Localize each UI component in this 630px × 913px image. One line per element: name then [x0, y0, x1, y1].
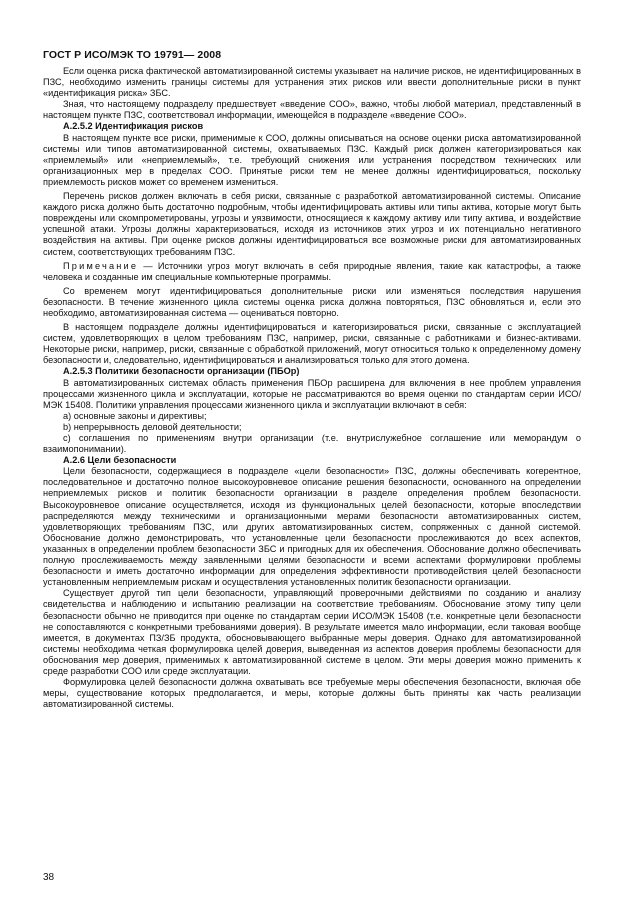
list-item: c) соглашения по применениям внутри организации (т.е. внутрислужебное соглашение или меморандум о взаимопонимании).: [43, 433, 581, 455]
section-heading: А.2.5.2 Идентификация рисков: [63, 121, 204, 132]
document-body: [43, 66, 581, 710]
paragraph: Если оценка риска фактической автоматизированной системы указывает на наличие рисков, не идентифицированных в ПЗС, необходимо изменить границы системы для устранения этих рисков или ввести дополнительные риски в пункт «идентификация риска» ЗБС.: [43, 66, 581, 99]
paragraph: В автоматизированных системах область применения ПБОр расширена для включения в нее проблем управления процессами жизненного цикла и эксплуатации, которые не рассматриваются во время оценки по стандартам серии ИСО/МЭК 15408. Политики управления процессами жизненного цикла и эксплуатации включают в себя:: [43, 377, 581, 410]
list-item: b) непрерывность деловой деятельности;: [63, 421, 242, 432]
paragraph: В настоящем пункте все риски, применимые к СОО, должны описываться на основе оценки риска автоматизированной системы или типов автоматизированной системы, охватываемых ПЗС. Каждый риск должен категоризироваться как «приемлемый» или «неприемлемый», т.е. требующий снижения или устранения посредством технических или организационных мер в пределах СОО. Принятые риски тем не менее должны идентифицироваться, поскольку приемлемость рисков может со временем измениться.: [43, 132, 581, 187]
paragraph: Перечень рисков должен включать в себя риски, связанные с разработкой автоматизированной системы. Описание каждого риска должно быть достаточно подробным, чтобы идентифицировать активы или типы актива, которые могут быть повреждены или скомпрометированы, угрозы и уязвимости, относящиеся к каждому активу или типу актива, и воздействие успешной атаки. Угрозы должны характеризоваться, исходя из источников этих угроз и их потенциально негативного воздействия на активы. При оценке рисков должны идентифицироваться все возможные риски для автоматизированных систем, соответствующих требованиям ПЗС.: [43, 191, 581, 257]
paragraph: Цели безопасности, содержащиеся в подразделе «цели безопасности» ПЗС, должны обеспечивать когерентное, последовательное и достаточно полное высокоуровневое описание решения безопасности, основанного на определении неприемлемых рисков и политик безопасности организации в разделе определения проблем безопасности. Высокоуровневое описание осуществляется, исходя из функциональных целей безопасности, которые впоследствии распределяются между техническими и организационными мерами безопасности автоматизированных систем, удовлетворяющих требованиям ПЗС, или других автоматизированных систем, сопряженных с данной системой. Обоснование должно демонстрировать, что установленные цели безопасности прослеживаются до всех аспектов, указанных в определении проблем безопасности ЗБС и пригодных для их обеспечения. Обоснование должно обеспечивать полную прослеживаемость между заявленными целями безопасности и всеми аспектами формулировки проблемы безопасности и иметь достаточно информации для определения эффективности противодействия целей безопасности установленным неприемлемым рискам и осуществления установленных политик безопасности организации.: [43, 466, 581, 588]
paragraph: Зная, что настоящему подразделу предшествует «введение СОО», важно, чтобы любой материал, представленный в настоящем пункте ПЗС, соответствовал информации, имеющейся в подразделе «введение СОО».: [43, 99, 581, 121]
paragraph: Существует другой тип цели безопасности, управляющий проверочными действиями по созданию и анализу свидетельства и наблюдению и испытанию реализации на соответствие требованиям. Обоснование этому типу цели безопасности обычно не приводится при оценке по стандартам серии ИСО/МЭК 15408 (т.е. конкретные цели безопасности не сопоставляются с конкретными требованиями доверия). В результате имеется мало информации, если таковая вообще имеется, в документах ПЗ/ЗБ продукта, обосновывающего выбранные меры доверия. Однако для автоматизированной системы необходима четкая формулировка целей доверия, выведенная из аспектов доверия проблемы безопасности для обоснования мер доверия, применимых к автоматизированной системе в целом. Эти меры доверия можно применить к среде разработки СОО или среде эксплуатации.: [43, 588, 581, 676]
paragraph: В настоящем подразделе должны идентифицироваться и категоризироваться риски, связанные с эксплуатацией систем, удовлетворяющих в целом требованиям ПЗС, например, риски, связанные с работниками и бизнес-активами. Некоторые риски, например, риски, связанные с обработкой приложений, могут относиться только к определенному домену безопасности и, следовательно, идентифицироваться и анализироваться только для этого домена.: [43, 322, 581, 366]
page-number: 38: [43, 872, 55, 883]
paragraph: Со временем могут идентифицироваться дополнительные риски или изменяться последствия нарушения безопасности. В течение жизненного цикла системы оценка риска должна повторяться, ПЗС обновляться и, если это необходимо, автоматизированная система — оцениваться повторно.: [43, 285, 581, 318]
paragraph: Формулировка целей безопасности должна охватывать все требуемые меры обеспечения безопасности, включая обе меры, существование которых предполагается, и меры, которые должны быть приняты как часть реализации автоматизированной системы.: [43, 677, 581, 710]
note-paragraph: [43, 261, 581, 283]
note-text: — Источники угроз могут включать в себя природные явления, такие как катастрофы, а также человека и созданные им специальные компьютерные программы.: [43, 260, 581, 282]
list-item: a) основные законы и директивы;: [63, 410, 207, 421]
section-heading: А.2.6 Цели безопасности: [63, 455, 177, 466]
section-heading: А.2.5.3 Политики безопасности организации (ПБОр): [63, 366, 300, 377]
page-header-title: ГОСТ Р ИСО/МЭК ТО 19791— 2008: [43, 49, 222, 61]
note-label: Примечание: [63, 260, 139, 271]
